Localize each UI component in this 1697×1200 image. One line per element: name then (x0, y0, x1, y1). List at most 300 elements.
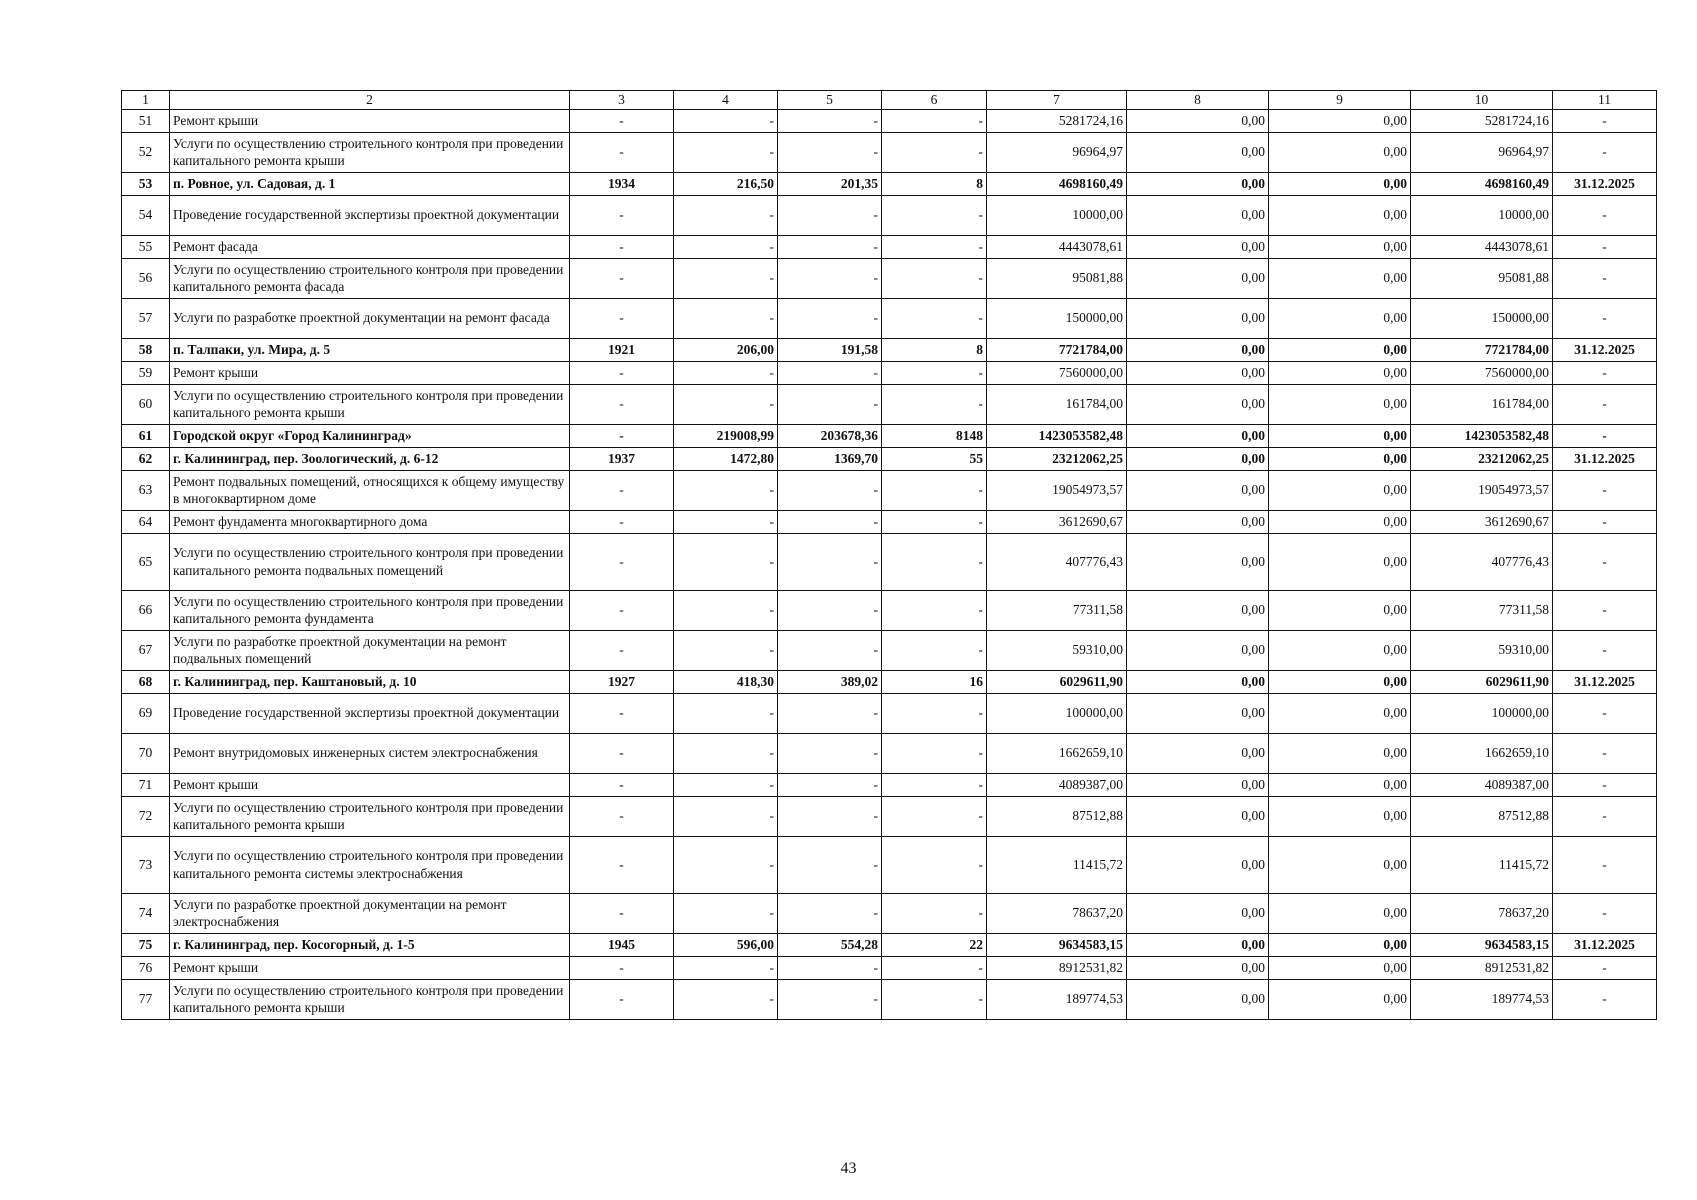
year-cell: - (570, 533, 674, 590)
cost-total-cell: 3612690,67 (987, 510, 1127, 533)
residents-cell: 8148 (882, 424, 987, 447)
cost-fund-cell: 0,00 (1127, 533, 1269, 590)
row-number-cell: 69 (122, 693, 170, 733)
cost-fund-cell: 0,00 (1127, 836, 1269, 893)
cost-budget-cell: 0,00 (1269, 132, 1411, 172)
year-cell: - (570, 630, 674, 670)
row-number-cell: 53 (122, 172, 170, 195)
deadline-cell: - (1553, 298, 1657, 338)
deadline-cell: - (1553, 132, 1657, 172)
cost-total-cell: 8912531,82 (987, 956, 1127, 979)
row-number-cell: 55 (122, 235, 170, 258)
total-area-cell: - (674, 132, 778, 172)
work-name-cell: Ремонт фундамента многоквартирного дома (170, 510, 570, 533)
cost-total-cell: 407776,43 (987, 533, 1127, 590)
work-row (122, 298, 1657, 338)
cost-owners-cell: 3612690,67 (1411, 510, 1553, 533)
total-area-cell: - (674, 979, 778, 1019)
year-cell: - (570, 424, 674, 447)
living-area-cell: - (778, 132, 882, 172)
cost-fund-cell: 0,00 (1127, 796, 1269, 836)
row-number-cell: 66 (122, 590, 170, 630)
work-name-cell: п. Талпаки, ул. Мира, д. 5 (170, 338, 570, 361)
cost-budget-cell: 0,00 (1269, 773, 1411, 796)
deadline-cell: - (1553, 361, 1657, 384)
page-number: 43 (840, 1160, 857, 1177)
year-cell: - (570, 796, 674, 836)
cost-fund-cell: 0,00 (1127, 258, 1269, 298)
row-number-cell: 70 (122, 733, 170, 773)
cost-budget-cell: 0,00 (1269, 836, 1411, 893)
row-number-cell: 57 (122, 298, 170, 338)
living-area-cell: - (778, 796, 882, 836)
living-area-cell: 191,58 (778, 338, 882, 361)
living-area-cell: - (778, 109, 882, 132)
total-area-cell: - (674, 836, 778, 893)
cost-budget-cell: 0,00 (1269, 979, 1411, 1019)
living-area-cell: 389,02 (778, 670, 882, 693)
cost-owners-cell: 161784,00 (1411, 384, 1553, 424)
cost-total-cell: 11415,72 (987, 836, 1127, 893)
cost-total-cell: 189774,53 (987, 979, 1127, 1019)
year-cell: - (570, 132, 674, 172)
work-name-cell: Проведение государственной экспертизы проектной документации (170, 195, 570, 235)
cost-owners-cell: 7560000,00 (1411, 361, 1553, 384)
cost-total-cell: 59310,00 (987, 630, 1127, 670)
cost-owners-cell: 87512,88 (1411, 796, 1553, 836)
cost-fund-cell: 0,00 (1127, 361, 1269, 384)
total-area-cell: - (674, 893, 778, 933)
work-row (122, 384, 1657, 424)
cost-fund-cell: 0,00 (1127, 235, 1269, 258)
cost-fund-cell: 0,00 (1127, 132, 1269, 172)
cost-fund-cell: 0,00 (1127, 773, 1269, 796)
column-header: 11 (1553, 91, 1657, 110)
cost-budget-cell: 0,00 (1269, 384, 1411, 424)
work-row (122, 470, 1657, 510)
cost-owners-cell: 59310,00 (1411, 630, 1553, 670)
row-number-cell: 65 (122, 533, 170, 590)
deadline-cell: - (1553, 510, 1657, 533)
work-row (122, 733, 1657, 773)
deadline-cell: - (1553, 195, 1657, 235)
work-name-cell: г. Калининград, пер. Зоологический, д. 6-12 (170, 447, 570, 470)
total-area-cell: 596,00 (674, 933, 778, 956)
residents-cell: - (882, 384, 987, 424)
living-area-cell: 1369,70 (778, 447, 882, 470)
total-area-cell: - (674, 258, 778, 298)
row-number-cell: 73 (122, 836, 170, 893)
residents-cell: - (882, 533, 987, 590)
living-area-cell: - (778, 298, 882, 338)
work-name-cell: Ремонт крыши (170, 361, 570, 384)
cost-owners-cell: 407776,43 (1411, 533, 1553, 590)
cost-owners-cell: 23212062,25 (1411, 447, 1553, 470)
work-row (122, 195, 1657, 235)
cost-budget-cell: 0,00 (1269, 693, 1411, 733)
row-number-cell: 52 (122, 132, 170, 172)
cost-owners-cell: 150000,00 (1411, 298, 1553, 338)
year-cell: 1945 (570, 933, 674, 956)
total-area-cell: - (674, 195, 778, 235)
column-header: 2 (170, 91, 570, 110)
cost-owners-cell: 19054973,57 (1411, 470, 1553, 510)
work-row (122, 956, 1657, 979)
deadline-cell: 31.12.2025 (1553, 338, 1657, 361)
cost-owners-cell: 77311,58 (1411, 590, 1553, 630)
column-header: 10 (1411, 91, 1553, 110)
cost-budget-cell: 0,00 (1269, 733, 1411, 773)
cost-owners-cell: 7721784,00 (1411, 338, 1553, 361)
deadline-cell: - (1553, 733, 1657, 773)
cost-total-cell: 10000,00 (987, 195, 1127, 235)
cost-total-cell: 23212062,25 (987, 447, 1127, 470)
work-row (122, 836, 1657, 893)
year-cell: - (570, 836, 674, 893)
total-area-cell: - (674, 361, 778, 384)
cost-budget-cell: 0,00 (1269, 630, 1411, 670)
cost-budget-cell: 0,00 (1269, 338, 1411, 361)
cost-budget-cell: 0,00 (1269, 933, 1411, 956)
living-area-cell: - (778, 773, 882, 796)
work-row (122, 893, 1657, 933)
deadline-cell: - (1553, 893, 1657, 933)
residents-cell: - (882, 510, 987, 533)
living-area-cell: 554,28 (778, 933, 882, 956)
row-number-cell: 74 (122, 893, 170, 933)
total-area-cell: 1472,80 (674, 447, 778, 470)
work-row (122, 773, 1657, 796)
cost-budget-cell: 0,00 (1269, 510, 1411, 533)
cost-owners-cell: 96964,97 (1411, 132, 1553, 172)
cost-total-cell: 100000,00 (987, 693, 1127, 733)
year-cell: - (570, 109, 674, 132)
work-name-cell: Услуги по осуществлению строительного контроля при проведении капитального ремонта подвальных помещений (170, 533, 570, 590)
cost-fund-cell: 0,00 (1127, 470, 1269, 510)
cost-total-cell: 4698160,49 (987, 172, 1127, 195)
cost-owners-cell: 100000,00 (1411, 693, 1553, 733)
total-area-cell: - (674, 384, 778, 424)
deadline-cell: - (1553, 533, 1657, 590)
work-row (122, 693, 1657, 733)
total-area-cell: - (674, 533, 778, 590)
deadline-cell: - (1553, 836, 1657, 893)
cost-total-cell: 87512,88 (987, 796, 1127, 836)
cost-budget-cell: 0,00 (1269, 109, 1411, 132)
cost-budget-cell: 0,00 (1269, 447, 1411, 470)
total-area-cell: - (674, 796, 778, 836)
total-area-cell: 219008,99 (674, 424, 778, 447)
work-name-cell: Услуги по осуществлению строительного контроля при проведении капитального ремонта фундамента (170, 590, 570, 630)
residents-cell: - (882, 132, 987, 172)
deadline-cell: 31.12.2025 (1553, 172, 1657, 195)
column-header: 5 (778, 91, 882, 110)
work-row (122, 258, 1657, 298)
cost-fund-cell: 0,00 (1127, 424, 1269, 447)
row-number-cell: 71 (122, 773, 170, 796)
year-cell: - (570, 258, 674, 298)
cost-owners-cell: 6029611,90 (1411, 670, 1553, 693)
work-name-cell: г. Калининград, пер. Каштановый, д. 10 (170, 670, 570, 693)
cost-fund-cell: 0,00 (1127, 338, 1269, 361)
living-area-cell: - (778, 693, 882, 733)
year-cell: - (570, 733, 674, 773)
year-cell: 1921 (570, 338, 674, 361)
deadline-cell: - (1553, 979, 1657, 1019)
deadline-cell: - (1553, 590, 1657, 630)
total-area-cell: - (674, 109, 778, 132)
deadline-cell: 31.12.2025 (1553, 933, 1657, 956)
cost-budget-cell: 0,00 (1269, 298, 1411, 338)
total-area-cell: - (674, 733, 778, 773)
row-number-cell: 76 (122, 956, 170, 979)
cost-owners-cell: 78637,20 (1411, 893, 1553, 933)
work-name-cell: Ремонт фасада (170, 235, 570, 258)
residents-cell: - (882, 693, 987, 733)
work-name-cell: Услуги по осуществлению строительного контроля при проведении капитального ремонта крыши (170, 979, 570, 1019)
work-name-cell: Ремонт крыши (170, 109, 570, 132)
total-area-cell: - (674, 590, 778, 630)
column-header: 3 (570, 91, 674, 110)
work-row (122, 109, 1657, 132)
cost-total-cell: 95081,88 (987, 258, 1127, 298)
cost-total-cell: 7560000,00 (987, 361, 1127, 384)
cost-budget-cell: 0,00 (1269, 195, 1411, 235)
residents-cell: - (882, 796, 987, 836)
cost-fund-cell: 0,00 (1127, 733, 1269, 773)
row-number-cell: 62 (122, 447, 170, 470)
row-number-cell: 67 (122, 630, 170, 670)
total-area-cell: - (674, 235, 778, 258)
cost-fund-cell: 0,00 (1127, 510, 1269, 533)
year-cell: - (570, 235, 674, 258)
residents-cell: 8 (882, 172, 987, 195)
work-row (122, 979, 1657, 1019)
living-area-cell: - (778, 893, 882, 933)
cost-total-cell: 19054973,57 (987, 470, 1127, 510)
living-area-cell: - (778, 590, 882, 630)
row-number-cell: 59 (122, 361, 170, 384)
residents-cell: - (882, 109, 987, 132)
deadline-cell: - (1553, 796, 1657, 836)
work-name-cell: Услуги по разработке проектной документации на ремонт фасада (170, 298, 570, 338)
column-header: 9 (1269, 91, 1411, 110)
cost-fund-cell: 0,00 (1127, 630, 1269, 670)
deadline-cell: - (1553, 384, 1657, 424)
address-row (122, 670, 1657, 693)
cost-owners-cell: 8912531,82 (1411, 956, 1553, 979)
cost-fund-cell: 0,00 (1127, 670, 1269, 693)
cost-fund-cell: 0,00 (1127, 447, 1269, 470)
cost-fund-cell: 0,00 (1127, 979, 1269, 1019)
work-name-cell: Услуги по осуществлению строительного контроля при проведении капитального ремонта фасада (170, 258, 570, 298)
total-area-cell: 418,30 (674, 670, 778, 693)
address-row (122, 338, 1657, 361)
residents-cell: - (882, 470, 987, 510)
year-cell: - (570, 361, 674, 384)
cost-budget-cell: 0,00 (1269, 533, 1411, 590)
year-cell: - (570, 298, 674, 338)
cost-owners-cell: 9634583,15 (1411, 933, 1553, 956)
cost-fund-cell: 0,00 (1127, 590, 1269, 630)
total-area-cell: - (674, 298, 778, 338)
living-area-cell: - (778, 384, 882, 424)
residents-cell: - (882, 773, 987, 796)
cost-budget-cell: 0,00 (1269, 956, 1411, 979)
year-cell: - (570, 693, 674, 733)
work-name-cell: Услуги по разработке проектной документации на ремонт подвальных помещений (170, 630, 570, 670)
row-number-cell: 56 (122, 258, 170, 298)
cost-total-cell: 4443078,61 (987, 235, 1127, 258)
address-row (122, 172, 1657, 195)
work-name-cell: Услуги по осуществлению строительного контроля при проведении капитального ремонта крыши (170, 796, 570, 836)
year-cell: - (570, 979, 674, 1019)
cost-fund-cell: 0,00 (1127, 893, 1269, 933)
cost-budget-cell: 0,00 (1269, 235, 1411, 258)
year-cell: - (570, 893, 674, 933)
residents-cell: - (882, 893, 987, 933)
deadline-cell: - (1553, 773, 1657, 796)
cost-fund-cell: 0,00 (1127, 195, 1269, 235)
deadline-cell: - (1553, 630, 1657, 670)
living-area-cell: - (778, 630, 882, 670)
address-row (122, 447, 1657, 470)
year-cell: - (570, 195, 674, 235)
work-name-cell: Услуги по разработке проектной документации на ремонт электроснабжения (170, 893, 570, 933)
living-area-cell: - (778, 533, 882, 590)
register-sheet (121, 90, 1657, 1020)
residents-cell: - (882, 630, 987, 670)
residents-cell: 8 (882, 338, 987, 361)
deadline-cell: - (1553, 109, 1657, 132)
work-row (122, 796, 1657, 836)
row-number-cell: 77 (122, 979, 170, 1019)
total-area-cell: - (674, 773, 778, 796)
cost-total-cell: 6029611,90 (987, 670, 1127, 693)
total-area-cell: 216,50 (674, 172, 778, 195)
total-area-cell: - (674, 470, 778, 510)
cost-owners-cell: 189774,53 (1411, 979, 1553, 1019)
deadline-cell: 31.12.2025 (1553, 447, 1657, 470)
cost-budget-cell: 0,00 (1269, 361, 1411, 384)
row-number-cell: 63 (122, 470, 170, 510)
deadline-cell: - (1553, 470, 1657, 510)
row-number-cell: 72 (122, 796, 170, 836)
work-row (122, 533, 1657, 590)
cost-budget-cell: 0,00 (1269, 796, 1411, 836)
cost-budget-cell: 0,00 (1269, 670, 1411, 693)
residents-cell: 22 (882, 933, 987, 956)
work-name-cell: Ремонт крыши (170, 773, 570, 796)
column-header: 8 (1127, 91, 1269, 110)
address-row (122, 933, 1657, 956)
living-area-cell: - (778, 733, 882, 773)
residents-cell: - (882, 979, 987, 1019)
deadline-cell: - (1553, 258, 1657, 298)
cost-budget-cell: 0,00 (1269, 172, 1411, 195)
total-area-cell: 206,00 (674, 338, 778, 361)
work-name-cell: Ремонт внутридомовых инженерных систем электроснабжения (170, 733, 570, 773)
cost-total-cell: 5281724,16 (987, 109, 1127, 132)
work-row (122, 510, 1657, 533)
residents-cell: - (882, 235, 987, 258)
year-cell: - (570, 510, 674, 533)
living-area-cell: - (778, 361, 882, 384)
register-body (122, 109, 1657, 1019)
total-area-cell: - (674, 956, 778, 979)
work-name-cell: Ремонт подвальных помещений, относящихся к общему имуществу в многоквартирном доме (170, 470, 570, 510)
cost-total-cell: 1423053582,48 (987, 424, 1127, 447)
work-row (122, 235, 1657, 258)
row-number-cell: 75 (122, 933, 170, 956)
deadline-cell: - (1553, 956, 1657, 979)
column-header: 6 (882, 91, 987, 110)
cost-budget-cell: 0,00 (1269, 590, 1411, 630)
residents-cell: - (882, 195, 987, 235)
year-cell: 1937 (570, 447, 674, 470)
cost-total-cell: 7721784,00 (987, 338, 1127, 361)
living-area-cell: - (778, 956, 882, 979)
living-area-cell: - (778, 510, 882, 533)
column-header: 4 (674, 91, 778, 110)
cost-total-cell: 78637,20 (987, 893, 1127, 933)
cost-total-cell: 4089387,00 (987, 773, 1127, 796)
year-cell: - (570, 470, 674, 510)
row-number-cell: 51 (122, 109, 170, 132)
residents-cell: 55 (882, 447, 987, 470)
work-row (122, 630, 1657, 670)
year-cell: - (570, 773, 674, 796)
deadline-cell: - (1553, 235, 1657, 258)
year-cell: - (570, 384, 674, 424)
cost-fund-cell: 0,00 (1127, 956, 1269, 979)
cost-owners-cell: 1662659,10 (1411, 733, 1553, 773)
work-name-cell: Ремонт крыши (170, 956, 570, 979)
deadline-cell: - (1553, 424, 1657, 447)
cost-total-cell: 1662659,10 (987, 733, 1127, 773)
cost-budget-cell: 0,00 (1269, 893, 1411, 933)
residents-cell: - (882, 361, 987, 384)
address-row (122, 424, 1657, 447)
work-name-cell: Городской округ «Город Калининград» (170, 424, 570, 447)
cost-fund-cell: 0,00 (1127, 298, 1269, 338)
cost-owners-cell: 4698160,49 (1411, 172, 1553, 195)
residents-cell: - (882, 956, 987, 979)
work-name-cell: Проведение государственной экспертизы проектной документации (170, 693, 570, 733)
work-row (122, 361, 1657, 384)
residents-cell: - (882, 836, 987, 893)
work-name-cell: п. Ровное, ул. Садовая, д. 1 (170, 172, 570, 195)
living-area-cell: - (778, 235, 882, 258)
cost-budget-cell: 0,00 (1269, 470, 1411, 510)
row-number-cell: 58 (122, 338, 170, 361)
cost-total-cell: 150000,00 (987, 298, 1127, 338)
column-header: 1 (122, 91, 170, 110)
cost-owners-cell: 4089387,00 (1411, 773, 1553, 796)
cost-owners-cell: 95081,88 (1411, 258, 1553, 298)
year-cell: 1927 (570, 670, 674, 693)
residents-cell: - (882, 298, 987, 338)
work-name-cell: Услуги по осуществлению строительного контроля при проведении капитального ремонта крыши (170, 384, 570, 424)
living-area-cell: - (778, 258, 882, 298)
work-name-cell: г. Калининград, пер. Косогорный, д. 1-5 (170, 933, 570, 956)
cost-owners-cell: 11415,72 (1411, 836, 1553, 893)
work-row (122, 132, 1657, 172)
row-number-cell: 54 (122, 195, 170, 235)
row-number-cell: 68 (122, 670, 170, 693)
total-area-cell: - (674, 693, 778, 733)
living-area-cell: - (778, 195, 882, 235)
